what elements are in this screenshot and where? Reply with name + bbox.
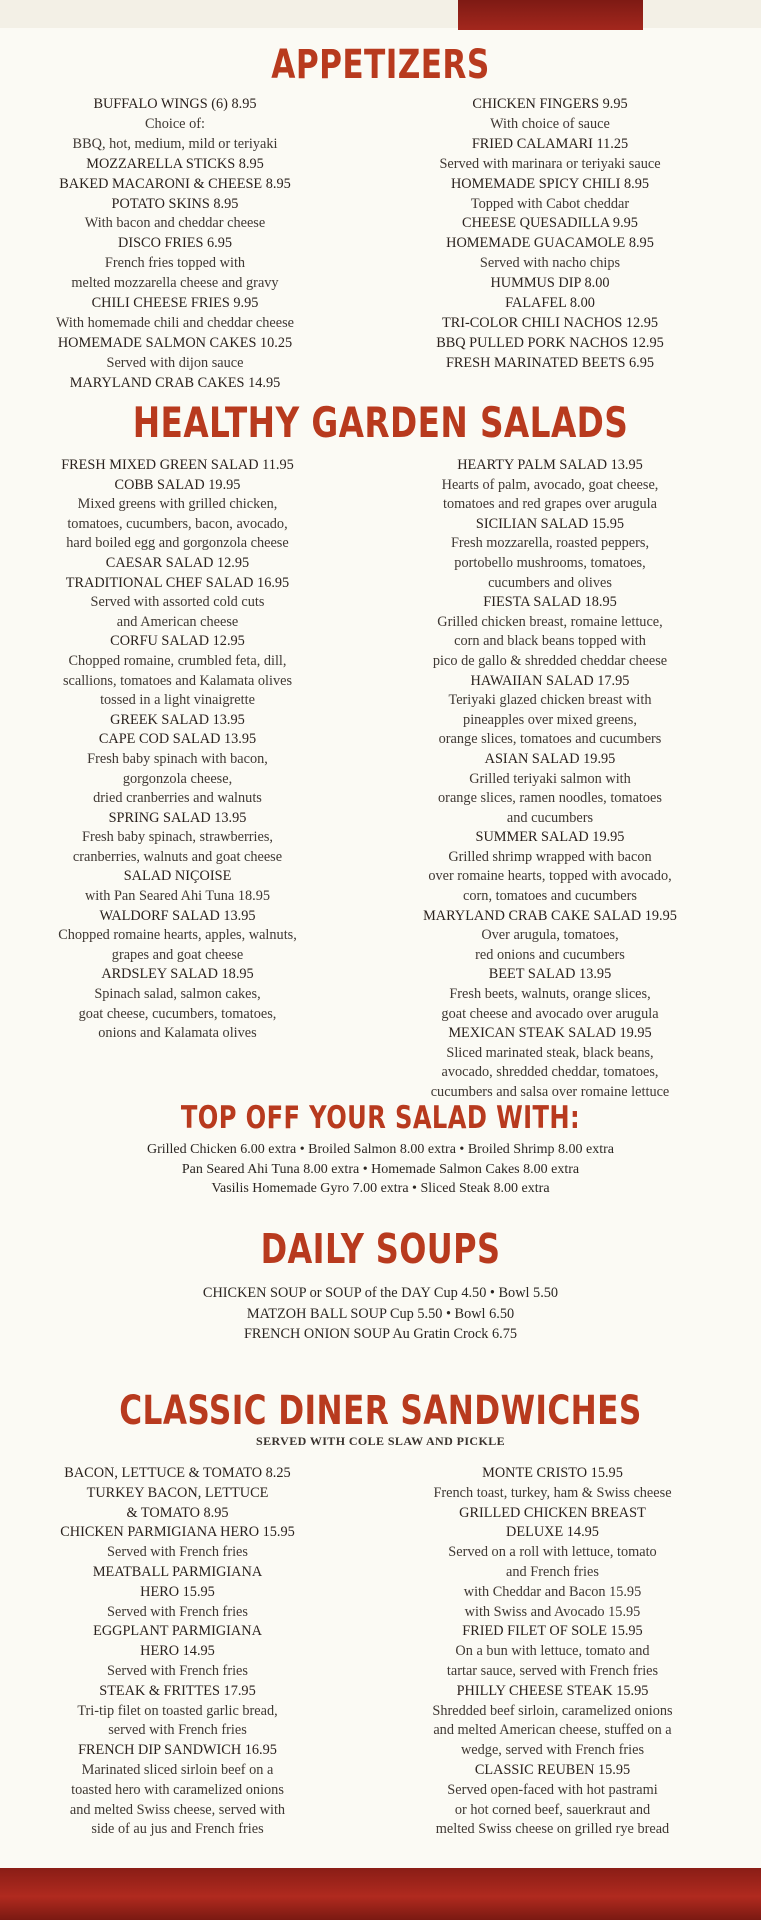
menu-item-description: tomatoes and red grapes over arugula (443, 496, 657, 513)
menu-item-description: portobello mushrooms, tomatoes, (454, 554, 646, 571)
menu-item-description: side of au jus and French fries (91, 1821, 264, 1838)
menu-item-name: HEARTY PALM SALAD 13.95 (457, 457, 643, 473)
appetizers-title: APPETIZERS (271, 42, 490, 88)
menu-item-name: SICILIAN SALAD 15.95 (475, 515, 625, 532)
topoff-title: TOP OFF YOUR SALAD WITH: (180, 1100, 581, 1136)
menu-item-description: and French fries (506, 1563, 599, 1580)
menu-item-description: Served with French fries (107, 1603, 248, 1620)
menu-item-description: pico de gallo & shredded cheddar cheese (432, 652, 668, 669)
menu-item-name: MARYLAND CRAB CAKES 14.95 (69, 374, 281, 391)
menu-item-description: Chopped romaine hearts, apples, walnuts, (58, 927, 297, 944)
menu-item-name: CHICKEN PARMIGIANA HERO 15.95 (60, 1524, 295, 1541)
menu-item-name: BACON, LETTUCE & TOMATO 8.25 (64, 1465, 291, 1481)
menu-item-name: CHILI CHEESE FRIES 9.95 (91, 295, 259, 312)
menu-item-name: TURKEY BACON, LETTUCE (86, 1484, 269, 1501)
menu-item-name: HERO 14.95 (140, 1643, 215, 1660)
menu-item-description: orange slices, ramen noodles, tomatoes (438, 790, 662, 807)
menu-item-description: On a bun with lettuce, tomato and (455, 1643, 650, 1660)
menu-item-name: HUMMUS DIP 8.00 (490, 275, 610, 292)
menu-item-description: Grilled chicken breast, romaine lettuce, (437, 613, 663, 630)
bottom-bar-red (0, 1868, 761, 1920)
menu-item-description: tomatoes, cucumbers, bacon, avocado, (67, 515, 288, 532)
menu-item-description: cucumbers and salsa over romaine lettuce (430, 1084, 670, 1100)
menu-item-description: cranberries, walnuts and goat cheese (72, 848, 283, 865)
menu-item-name: MOZZARELLA STICKS 8.95 (86, 155, 264, 172)
top-bar-red (458, 0, 643, 30)
menu-item-description: scallions, tomatoes and Kalamata olives (62, 672, 293, 689)
menu-item-description: hard boiled egg and gorgonzola cheese (66, 535, 289, 552)
menu-item-description: Fresh baby spinach, strawberries, (82, 829, 273, 846)
menu-item-name: WALDORF SALAD 13.95 (99, 907, 256, 924)
menu-item-name: MEATBALL PARMIGIANA (92, 1563, 263, 1580)
menu-item-name: FRENCH DIP SANDWICH 16.95 (78, 1742, 277, 1759)
menu-item-description: pineapples over mixed greens, (463, 711, 637, 728)
soup-line: CHICKEN SOUP or SOUP of the DAY Cup 4.50 • Bowl 5.50 (202, 1285, 559, 1301)
menu-item-name: SALAD NIÇOISE (123, 868, 232, 885)
menu-item-description: Mixed greens with grilled chicken, (77, 496, 278, 513)
menu-item-description: With homemade chili and cheddar cheese (56, 314, 294, 331)
soups-lines (0, 1283, 761, 1345)
menu-item-description: with Swiss and Avocado 15.95 (464, 1603, 641, 1620)
menu-item-description: with Pan Seared Ahi Tuna 18.95 (84, 888, 271, 905)
menu-item-description: avocado, shredded cheddar, tomatoes, (441, 1064, 659, 1081)
menu-item-description: French fries topped with (104, 255, 246, 272)
menu-item-description: gorgonzola cheese, (122, 770, 233, 787)
menu-item-description: With bacon and cheddar cheese (84, 215, 266, 232)
menu-item-name: CAPE COD SALAD 13.95 (98, 731, 257, 748)
menu-item-name: COBB SALAD 19.95 (114, 476, 241, 493)
menu-item-name: GREEK SALAD 13.95 (110, 711, 245, 728)
menu-item-description: corn, tomatoes and cucumbers (463, 888, 637, 905)
menu-item-name: FRESH MIXED GREEN SALAD 11.95 (61, 457, 294, 473)
top-bar-cream-right (643, 0, 761, 28)
menu-item-description: Sliced marinated steak, black beans, (446, 1044, 654, 1061)
menu-item-name: PHILLY CHEESE STEAK 15.95 (456, 1682, 649, 1699)
menu-item-name: TRADITIONAL CHEF SALAD 16.95 (65, 574, 290, 591)
menu-item-description: and American cheese (116, 613, 239, 630)
menu-item-description: with Cheddar and Bacon 15.95 (463, 1583, 642, 1600)
menu-item-description: Served with marinara or teriyaki sauce (439, 155, 661, 172)
menu-item-name: CORFU SALAD 12.95 (110, 633, 245, 650)
menu-item-name: & TOMATO 8.95 (126, 1504, 229, 1521)
menu-item-name: HOMEMADE SALMON CAKES 10.25 (57, 334, 293, 351)
menu-item-description: corn and black beans topped with (454, 633, 646, 650)
menu-item-description: Fresh baby spinach with bacon, (87, 750, 268, 767)
menu-item-name: FRIED FILET OF SOLE 15.95 (462, 1623, 643, 1640)
soup-line: MATZOH BALL SOUP Cup 5.50 • Bowl 6.50 (246, 1305, 515, 1322)
menu-item-description: Served open-faced with hot pastrami (447, 1781, 658, 1798)
menu-item-name: ARDSLEY SALAD 18.95 (101, 966, 254, 983)
menu-item-name: MEXICAN STEAK SALAD 19.95 (448, 1025, 652, 1042)
menu-item-description: Teriyaki glazed chicken breast with (448, 692, 652, 709)
menu-item-name: BUFFALO WINGS (6) 8.95 (93, 96, 257, 112)
menu-item-name: FRIED CALAMARI 11.25 (471, 135, 629, 152)
menu-item-description: toasted hero with caramelized onions (71, 1781, 284, 1798)
menu-item-description: Grilled shrimp wrapped with bacon (448, 848, 652, 865)
menu-item-description: Served on a roll with lettuce, tomato (448, 1544, 657, 1561)
menu-item-name: SUMMER SALAD 19.95 (475, 829, 625, 846)
menu-item-name: HAWAIIAN SALAD 17.95 (470, 672, 630, 689)
menu-item-name: HOMEMADE SPICY CHILI 8.95 (450, 175, 650, 192)
menu-item-description: Tri-tip filet on toasted garlic bread, (77, 1702, 278, 1719)
menu-item-name: MONTE CRISTO 15.95 (482, 1465, 623, 1481)
menu-item-name: CLASSIC REUBEN 15.95 (474, 1761, 631, 1778)
topoff-line: Vasilis Homemade Gyro 7.00 extra • Sliced Steak 8.00 extra (211, 1181, 550, 1196)
menu-item-name: GRILLED CHICKEN BREAST (459, 1504, 646, 1521)
menu-item-name: FALAFEL 8.00 (505, 295, 595, 312)
menu-item-name: FRESH MARINATED BEETS 6.95 (445, 354, 655, 371)
menu-item-description: Topped with Cabot cheddar (470, 195, 630, 212)
menu-item-description: Served with nacho chips (479, 255, 621, 272)
menu-item-description: and melted Swiss cheese, served with (69, 1801, 286, 1818)
menu-item-name: DELUXE 14.95 (506, 1524, 599, 1541)
menu-item-name: TRI-COLOR CHILI NACHOS 12.95 (441, 314, 659, 331)
menu-item-description: Served with French fries (107, 1544, 248, 1561)
menu-item-name: MARYLAND CRAB CAKE SALAD 19.95 (423, 907, 677, 924)
menu-item-description: red onions and cucumbers (475, 946, 625, 963)
appetizers-right-column (380, 95, 720, 374)
menu-item-description: goat cheese, cucumbers, tomatoes, (78, 1005, 277, 1022)
salads-left-column (5, 456, 350, 1044)
menu-item-name: POTATO SKINS 8.95 (111, 195, 239, 212)
menu-item-description: Fresh mozzarella, roasted peppers, (450, 535, 650, 552)
menu-item-description: Served with dijon sauce (106, 354, 244, 371)
menu-item-description: Hearts of palm, avocado, goat cheese, (441, 476, 659, 493)
menu-item-description: onions and Kalamata olives (98, 1025, 257, 1042)
menu-item-description: Choice of: (145, 115, 205, 132)
menu-item-name: SPRING SALAD 13.95 (108, 809, 247, 826)
menu-item-name: CAESAR SALAD 12.95 (105, 554, 250, 571)
menu-item-name: HERO 15.95 (140, 1583, 215, 1600)
sandwiches-subtitle: SERVED WITH COLE SLAW AND PICKLE (256, 1434, 505, 1448)
menu-item-name: HOMEMADE GUACAMOLE 8.95 (446, 235, 654, 252)
menu-item-description: melted mozzarella cheese and gravy (71, 275, 279, 292)
menu-item-description: tartar sauce, served with French fries (446, 1662, 659, 1679)
menu-item-name: CHEESE QUESADILLA 9.95 (462, 215, 638, 232)
menu-item-description: With choice of sauce (490, 115, 610, 132)
menu-item-name: BAKED MACARONI & CHEESE 8.95 (59, 175, 291, 192)
topoff-line: Grilled Chicken 6.00 extra • Broiled Salmon 8.00 extra • Broiled Shrimp 8.00 extra (146, 1142, 615, 1157)
menu-item-description: and cucumbers (506, 809, 594, 826)
top-bar-cream (0, 0, 460, 28)
salads-right-column (375, 456, 725, 1103)
menu-item-description: BBQ, hot, medium, mild or teriyaki (72, 135, 278, 152)
menu-item-description: and melted American cheese, stuffed on a (433, 1722, 672, 1739)
menu-item-name: FIESTA SALAD 18.95 (483, 594, 617, 611)
menu-item-description: Over arugula, tomatoes, (481, 927, 619, 944)
sandwiches-title: CLASSIC DINER SANDWICHES (119, 1388, 642, 1434)
menu-item-name: BEET SALAD 13.95 (488, 966, 612, 983)
menu-item-description: or hot corned beef, sauerkraut and (454, 1801, 651, 1818)
menu-item-description: wedge, served with French fries (460, 1742, 645, 1759)
menu-item-description: served with French fries (108, 1722, 247, 1739)
menu-item-description: cucumbers and olives (488, 574, 612, 591)
sandwiches-left-column (10, 1464, 345, 1840)
topoff-lines (0, 1140, 761, 1199)
soups-title: DAILY SOUPS (260, 1225, 501, 1273)
menu-item-description: grapes and goat cheese (111, 946, 244, 963)
menu-item-description: tossed in a light vinaigrette (100, 692, 255, 709)
menu-item-name: ASIAN SALAD 19.95 (484, 750, 616, 767)
topoff-line: Pan Seared Ahi Tuna 8.00 extra • Homemade Salmon Cakes 8.00 extra (181, 1161, 580, 1177)
menu-item-description: Chopped romaine, crumbled feta, dill, (68, 652, 287, 669)
menu-item-name: EGGPLANT PARMIGIANA (93, 1623, 262, 1640)
menu-item-description: Served with French fries (107, 1662, 248, 1679)
menu-item-name: BBQ PULLED PORK NACHOS 12.95 (436, 334, 664, 351)
menu-item-description: melted Swiss cheese on grilled rye bread (435, 1821, 670, 1838)
appetizers-left-column (10, 95, 340, 394)
menu-item-description: Spinach salad, salmon cakes, (94, 986, 261, 1003)
menu-item-description: Marinated sliced sirloin beef on a (81, 1761, 274, 1778)
sandwiches-right-column (380, 1464, 725, 1840)
menu-item-description: orange slices, tomatoes and cucumbers (438, 731, 662, 748)
menu-item-description: Shredded beef sirloin, caramelized onions (432, 1702, 673, 1719)
menu-item-name: DISCO FRIES 6.95 (118, 235, 232, 252)
menu-item-description: dried cranberries and walnuts (93, 790, 262, 807)
menu-item-description: Grilled teriyaki salmon with (469, 770, 631, 787)
soup-line: FRENCH ONION SOUP Au Gratin Crock 6.75 (243, 1326, 518, 1342)
menu-item-description: French toast, turkey, ham & Swiss cheese (433, 1484, 672, 1501)
menu-item-description: Served with assorted cold cuts (90, 594, 265, 611)
menu-item-description: goat cheese and avocado over arugula (441, 1005, 659, 1022)
menu-item-name: CHICKEN FINGERS 9.95 (472, 96, 628, 112)
menu-item-name: STEAK & FRITTES 17.95 (99, 1682, 256, 1699)
menu-item-description: Fresh beets, walnuts, orange slices, (449, 986, 651, 1003)
menu-item-description: over romaine hearts, topped with avocado, (428, 868, 672, 885)
salads-title: HEALTHY GARDEN SALADS (132, 398, 629, 447)
